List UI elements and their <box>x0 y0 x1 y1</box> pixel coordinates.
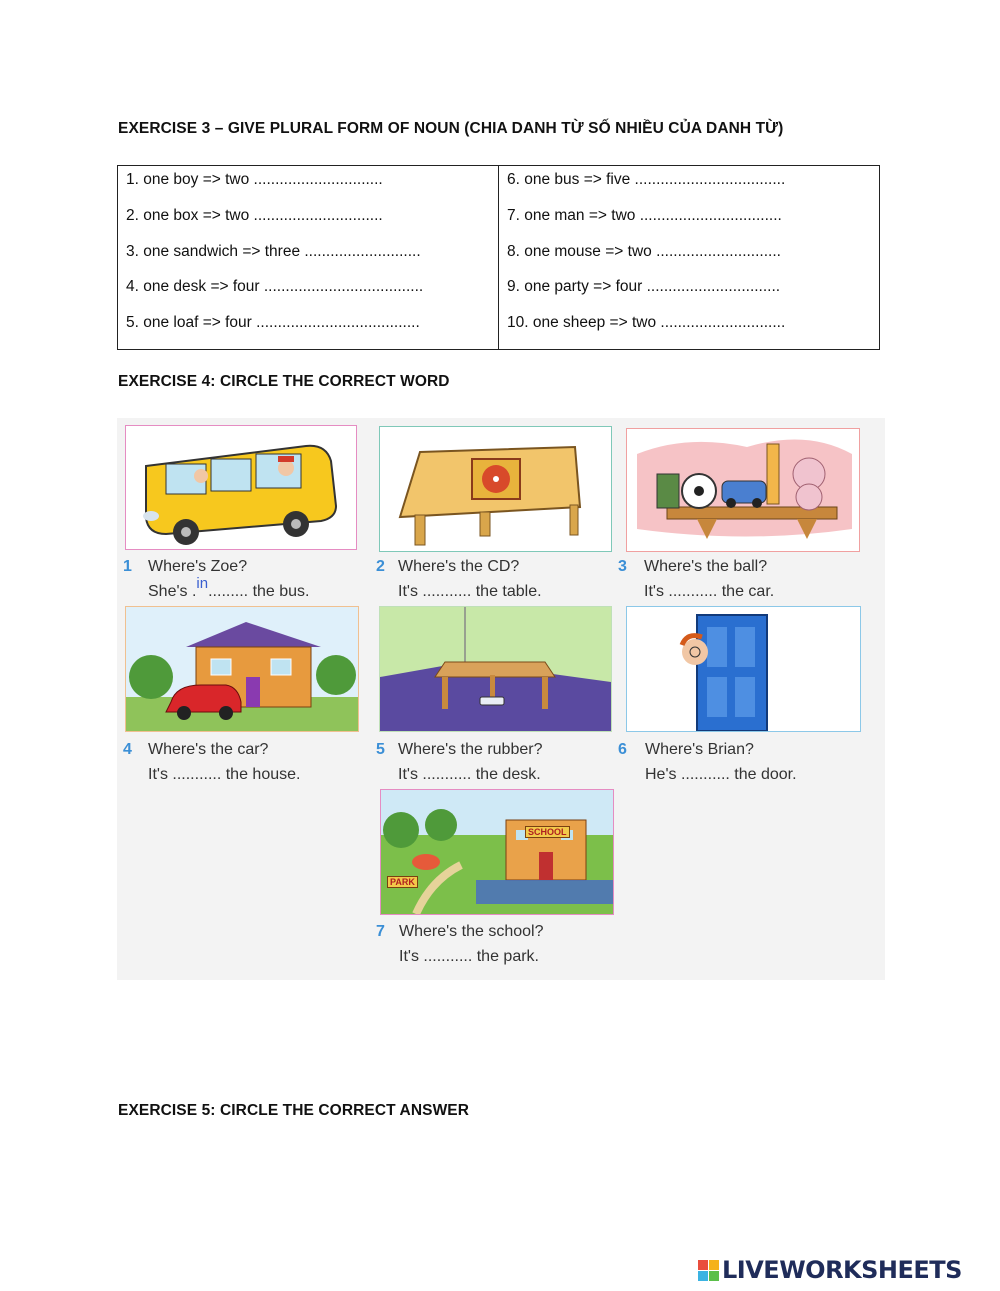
answer-line: It's ........... the car. <box>644 583 775 600</box>
question-number: 6 <box>618 741 627 758</box>
answer-suffix: ......... the bus. <box>208 583 310 600</box>
question-text: Where's the rubber? <box>398 741 543 758</box>
question-text: Where's the school? <box>399 923 544 940</box>
exercise-4-panel <box>117 418 885 980</box>
exercise-5-title: EXERCISE 5: CIRCLE THE CORRECT ANSWER <box>118 1102 470 1119</box>
house-car-illustration <box>125 606 359 732</box>
exercise-3-item: 8. one mouse => two ............................. <box>507 242 781 260</box>
exercise-3-item: 9. one party => four ............................... <box>507 278 781 296</box>
answer-line: It's ........... the desk. <box>398 766 541 783</box>
question-number: 5 <box>376 741 385 758</box>
exercise-3-item: 5. one loaf => four ...................................... <box>126 314 420 332</box>
park-sign: PARK <box>387 876 418 888</box>
logo-text: LIVEWORKSHEETS <box>722 1256 962 1284</box>
exercise-3-left-column <box>118 166 499 350</box>
question-number: 3 <box>618 558 627 575</box>
question-text: Where's the car? <box>148 741 269 758</box>
exercise-3-item: 7. one man => two ................................. <box>507 206 782 224</box>
answer-line: He's ........... the door. <box>645 766 797 783</box>
question-number: 7 <box>376 923 385 940</box>
exercise-3-item: 3. one sandwich => three ........................... <box>126 242 421 260</box>
rubber-desk-illustration <box>379 606 612 732</box>
question-text: Where's Zoe? <box>148 558 248 575</box>
exercise-3-item: 10. one sheep => two ............................. <box>507 314 786 332</box>
question-text: Where's Brian? <box>645 741 754 758</box>
shelf-toys-illustration <box>626 428 860 552</box>
answer-line <box>148 575 310 601</box>
cd-table-illustration <box>379 426 612 552</box>
answer-line: It's ........... the park. <box>399 948 539 965</box>
answer-line: It's ........... the table. <box>398 583 542 600</box>
exercise-3-table <box>117 165 880 350</box>
bus-illustration <box>125 425 357 550</box>
exercise-3-item: 4. one desk => four ..................................... <box>126 278 424 296</box>
exercise-3-item: 2. one box => two .............................. <box>126 206 383 224</box>
door-illustration <box>626 606 861 732</box>
question-text: Where's the ball? <box>644 558 768 575</box>
question-number: 2 <box>376 558 385 575</box>
school-sign: SCHOOL <box>525 826 570 838</box>
answer-prefix: She's . <box>148 583 197 600</box>
question-number: 1 <box>123 558 132 575</box>
liveworksheets-logo <box>698 1255 962 1285</box>
logo-mark-icon <box>698 1260 719 1281</box>
exercise-3-item: 6. one bus => five ................................... <box>507 171 786 188</box>
question-text: Where's the CD? <box>398 558 520 575</box>
question-number: 4 <box>123 741 132 758</box>
answer-line: It's ........... the house. <box>148 766 301 783</box>
exercise-4-title: EXERCISE 4: CIRCLE THE CORRECT WORD <box>118 373 450 390</box>
exercise-3-item: 1. one boy => two .............................. <box>126 171 383 188</box>
exercise-3-title: EXERCISE 3 – GIVE PLURAL FORM OF NOUN (CHIA DANH TỪ SỐ NHIỀU CỦA DANH TỪ) <box>118 120 784 137</box>
exercise-3-right-column <box>499 166 880 350</box>
filled-answer: in <box>196 575 209 592</box>
school-park-illustration <box>380 789 614 915</box>
